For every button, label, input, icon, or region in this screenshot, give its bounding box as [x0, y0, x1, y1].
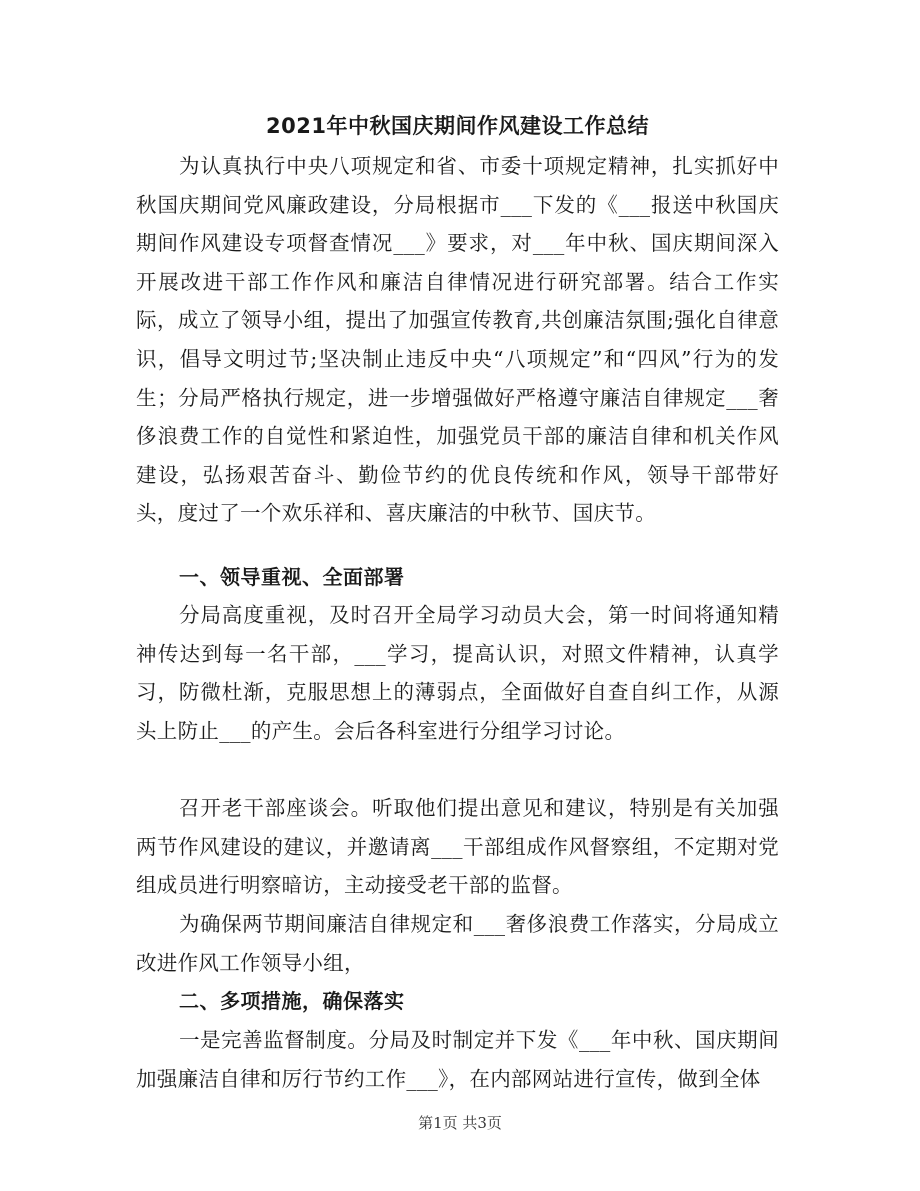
section-heading-1: 一、领导重视、全面部署: [179, 565, 405, 589]
section1-paragraph-1: 分局高度重视，及时召开全局学习动员大会，第一时间将通知精神传达到每一名干部，___学习，提高认识，对照文件精神，认真学习，防微杜渐，克服思想上的薄弱点，全面做好自查自纠工作，从源头上防止___的产生。会后各科室进行分组学习讨论。: [136, 603, 779, 743]
section2-paragraph-1: 一是完善监督制度。分局及时制定并下发《___年中秋、国庆期间加强廉洁自律和厉行节约工作___》，在内部网站进行宣传，做到全体: [136, 1028, 779, 1091]
section1-paragraph-3: 为确保两节期间廉洁自律规定和___奢侈浪费工作落实，分局成立改进作风工作领导小组，: [136, 912, 779, 975]
section1-paragraph-2: 召开老干部座谈会。听取他们提出意见和建议，特别是有关加强两节作风建设的建议，并邀请离___干部组成作风督察组，不定期对党组成员进行明察暗访，主动接受老干部的监督。: [136, 796, 779, 898]
document-title: 2021年中秋国庆期间作风建设工作总结: [266, 114, 649, 138]
page-footer: 第1页 共3页: [418, 1114, 502, 1132]
section-heading-2: 二、多项措施，确保落实: [179, 989, 405, 1013]
intro-paragraph: 为认真执行中央八项规定和省、市委十项规定精神，扎实抓好中秋国庆期间党风廉政建设，分局根据市___下发的《___报送中秋国庆期间作风建设专项督查情况___》要求，对___年中秋、国庆期间深入开展改进干部工作作风和廉洁自律情况进行研究部署。结合工作实际，成立了领导小组，提出了加强宣传教育,共创廉洁氛围;强化自律意识，倡导文明过节;坚决制止违反中央“八项规定”和“四风”行为的发生；分局严格执行规定，进一步增强做好严格遵守廉洁自律规定___奢侈浪费工作的自觉性和紧迫性，加强党员干部的廉洁自律和机关作风建设，弘扬艰苦奋斗、勤俭节约的优良传统和作风，领导干部带好头，度过了一个欢乐祥和、喜庆廉洁的中秋节、国庆节。: [136, 154, 779, 526]
